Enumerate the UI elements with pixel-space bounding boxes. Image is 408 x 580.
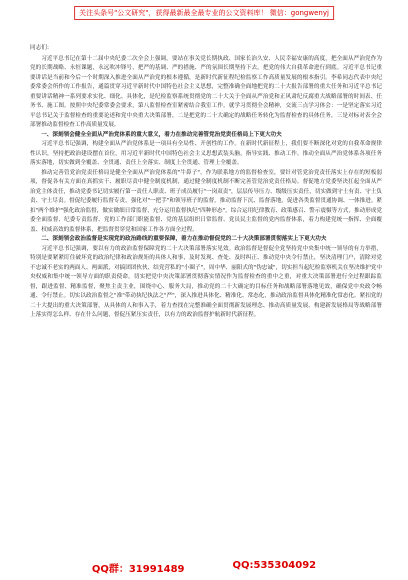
footer-qq-group: QQ群：31991489 bbox=[91, 564, 185, 575]
paragraph: 习近平总书记在第十二届中央纪委二次全会上强调，要站在事关党长期执政、国家长治久安、人民幸福安康的高度，把全面从严治党作为党的长期战略、永恒课题，永远吹冲锋号，把严的基调、严的措施、严的氛围长期坚持下去，把党的伟大自我革命进行到底。习近平总书记重要讲话是当前和今后一个时期深入推进全面从严治党的根本遵循，是新时代新征程纪检监察工作高质量发展的根本指引。李希同志代表中央纪委常委会所作的工作报告，通篇贯穿习近平新时代中国特色社会主义思想，完整准确全面地把党的二十大报告部署的重大任务和习近平总书记重要讲话精神一系列要求实化、细化、具体化，是纪检监察系统贯彻党的二十大关于全面从严治党和正风肃纪反腐重大战略部署的时间表、任务书、施工图。按照中央纪委常委会要求，第八监督检查室紧密结合我室工作，就学习贯彻全会精神，交流三点学习体会：一是坚定落实习近平总书记关于监督检查的重要论述和党中央重大决策部署，二是把党的二十大确定的战略任务转化为监督检查的具体任务，三是对标对表全会部署推动监督检查工作高质量发展。 bbox=[30, 55, 382, 128]
section-heading: 二、深刻领会政治监督是实现党的政治路线的重要保障，着力在推动督促党的二十大决策部署贯彻落实上下更大功夫 bbox=[41, 236, 327, 242]
document-body bbox=[30, 44, 382, 321]
paragraph: 习近平总书记强调，要以有力的政治监督保障党的二十大决策部署落实见效。政治监督是督促全党坚持党中央集中统一领导的有力举措，特别是要紧紧盯住破坏党的政治纪律和政治规矩的具体人和事，及时发现、查处、及时纠正、推动党中央令行禁止，坚决清理门户，清除对党不忠诚不老实的两面人、两面派，对搞团团伙伙、结党营私的"小圈子"，周中华、丽阳式的"伪忠诚"，切实担当起纪检监察机关在坚决维护党中央权威和集中统一领导方面的职责使命。切实把党中央决策部署贯彻落实情况作为监督检查的重中之重，对重大决策部署进行全过程跟踪监督，跟进监督、精准监督，聚焦主责主业，围绕中心、服务大局，推动党的二十大确定的目标任务和战略部署落地见效，确保党中央政令畅通、令行禁止。切实以政治监督之"准"带动执纪执法之"严"，深入推进具体化、精准化、常态化，推动政治监督具体化精准化常态化。紧扣党的二十大提出的重大决策部署，从具体的人和事入手，着力查找在完整准确全面贯彻新发展理念、推动高质量发展、构建新发展格局等战略部署上落实得怎么样、存在什么问题，督促压紧压实责任，以有力的政治监督护航新时代新征程。 bbox=[30, 245, 382, 318]
promo-banner: 关注头条号"公文研究"，获得最新最全最专业的公文资料库！ 微信：gongwenyj bbox=[74, 6, 334, 20]
section-heading: 一、深刻领会健全全面从严治党体系的重大意义，着力在推动完善管党治党责任格局上下更大功夫 bbox=[41, 131, 282, 138]
paragraph: 习近平总书记强调，构建全面从严治党体系是一项具有全局性、开创性的工作。在新时代新征程上，我们要不断深化对党的自我革命规律性认识，坚持把政治建设摆在首位，用习近平新时代中国特色社会主义思想武装头脑，指导实践、推动工作。推动全面从严治党体系各项任务落实落地，切实做到全覆盖、全贯通、责任上全落实、制度上全贯通、管理上全覆盖。 bbox=[30, 141, 382, 166]
footer-qq: QQ:535304092 bbox=[232, 560, 317, 571]
footer-contact bbox=[0, 560, 408, 575]
salutation: 同志们： bbox=[30, 45, 53, 51]
paragraph: 推动完善管党治党责任格局是健全全面从严治党体系的"牛鼻子"。作为联系地方的监督检查室，要针对管党治党责任落实上存在的短板弱项，督促各有关方面在真抓实干、履职尽责中健全制度机制，通过健全制度机制不断完善管党治党责任格局。督促地方党委坚决扛起全面从严治党主体责任，推动党委书记切实履行第一责任人职责、班子成员履行"一岗双责"，层层传导压力、级级压实责任，切实做到守土有责、守土负责、守土尽责。督促纪委履行监督专责，强化对"一把手"和领导班子的监督，推动监督下沉、监督落地，促进各类监督贯通协调、一体推进。紧扣"两个维护"强化政治监督，做实做细日常监督，充分运用监督执纪"四种形态"，综合运用纪律教育、政策感召、警示震慑等方式，推动形成党委全面监督、纪委专责监督、党的工作部门职能监督、党的基层组织日常监督、党员民主监督的党内监督体系，着力构建党统一指挥、全面覆盖、权威高效的监督体系，把监督贯穿党和国家工作各方面全过程。 bbox=[30, 169, 382, 233]
